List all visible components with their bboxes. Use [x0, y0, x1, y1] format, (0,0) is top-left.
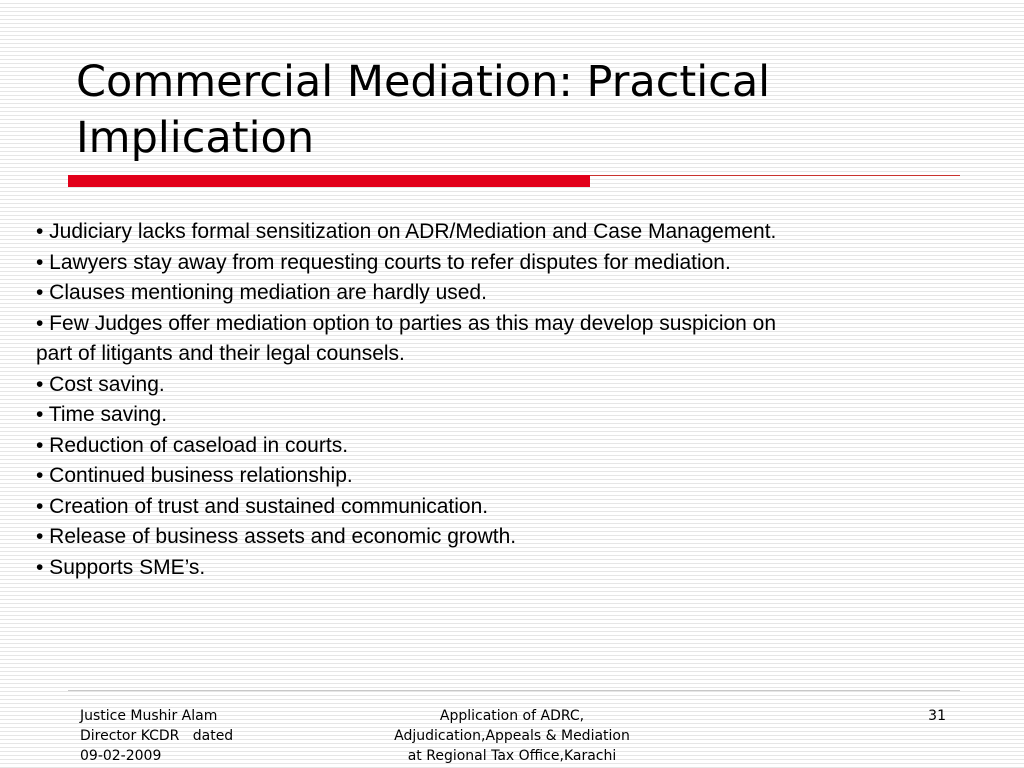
bullet-item: • Few Judges offer mediation option to parties as this may develop suspicion on part of litigants and their legal counsels. [36, 311, 777, 365]
bullet-item: • Release of business assets and economic growth. [36, 525, 517, 548]
slide-title: Commercial Mediation: Practical Implication [76, 57, 771, 163]
bullet-item: • Reduction of caseload in courts. [36, 433, 349, 457]
footer-author: Justice Mushir Alam Director KCDR dated 09-02-2009 [80, 708, 234, 764]
bullet-item: • Continued business relationship. [36, 464, 353, 487]
bullet-item: • Lawyers stay away from requesting courts to refer disputes for mediation. [36, 250, 731, 274]
bullet-list [36, 217, 816, 583]
footer-presentation-title: Application of ADRC, Adjudication,Appeals & Mediation at Regional Tax Office,Karachi [394, 708, 630, 764]
bullet-item: • Creation of trust and sustained communication. [36, 494, 489, 518]
bullet-item: • Time saving. [36, 403, 168, 426]
bullet-item: • Supports SME’s. [36, 555, 206, 579]
bullet-item: • Judiciary lacks formal sensitization on ADR/Mediation and Case Management. [36, 220, 777, 243]
page-number: 31 [928, 708, 946, 724]
title-underline-accent [68, 175, 590, 187]
bullet-item: • Clauses mentioning mediation are hardly used. [36, 281, 487, 304]
bullet-item: • Cost saving. [36, 372, 165, 396]
footer-divider [68, 690, 960, 691]
